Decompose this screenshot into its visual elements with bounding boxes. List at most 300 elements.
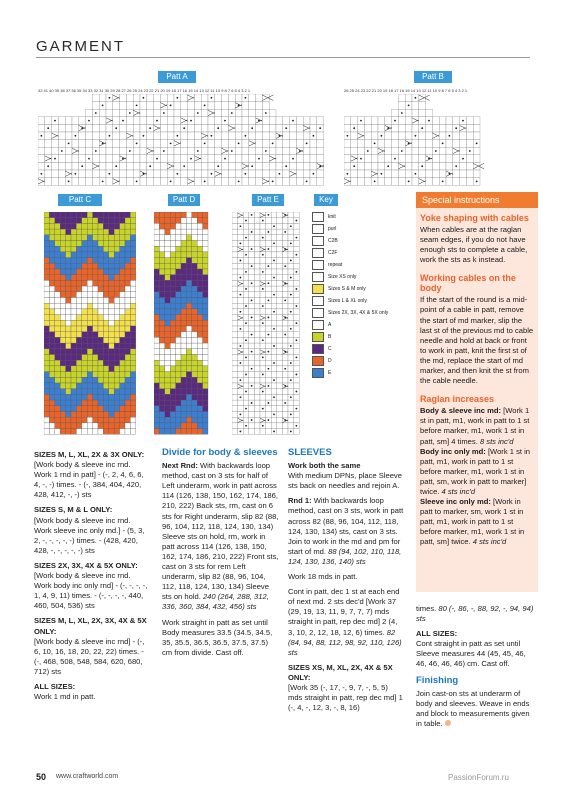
chart-cell [49,298,54,304]
chart-cell [310,124,317,132]
chart-cell [266,303,272,309]
chart-cell [176,320,181,326]
chart-cell [266,337,272,343]
chart-cell [130,235,135,241]
chart-cell [55,355,60,361]
chart-cell [98,292,103,298]
chart-cell [99,162,106,170]
chart-cell [130,269,135,275]
chart-cell [120,417,125,423]
chart-cell [256,94,263,102]
chart-cell [38,147,45,155]
chart-cell [147,170,154,178]
chart-cell [249,117,256,125]
chart-cell [249,394,255,400]
key-swatch [312,212,324,222]
chart-cell [432,124,439,132]
chart-cell [181,298,186,304]
purl-mark [292,158,294,160]
chart-cell [120,320,125,326]
chart-cell [260,394,266,400]
chart-cell [232,377,238,383]
chart-cell [243,280,249,286]
chart-cell [167,117,174,125]
chart-cell [130,286,135,292]
chart-cell [103,337,108,343]
chart-cell [86,109,93,117]
chart-cell [282,355,288,361]
chart-cell [385,147,392,155]
chart-cell [254,275,260,281]
chart-cell [197,412,202,418]
chart-cell [52,147,59,155]
chart-cell [181,178,188,186]
chart-cell [76,235,81,241]
chart-cell [165,320,170,326]
chart-cell [154,320,159,326]
chart-cell [176,269,181,275]
chart-cell [114,406,119,412]
chart-cell [249,377,255,383]
purl-mark [394,120,396,122]
key-item-label: C2F [328,250,338,256]
chart-cell [76,223,81,229]
chart-cell [71,326,76,332]
chart-cell [154,162,161,170]
chart-cell [181,423,186,429]
col1-heading-1: SIZES M, L, XL, 2X & 3X ONLY: [34,450,145,459]
chart-cell [453,155,460,163]
chart-cell [120,246,125,252]
chart-cell [288,235,294,241]
chart-cell [60,218,65,224]
chart-cell [165,292,170,298]
text-column-1 [34,450,150,707]
chart-cell [262,102,269,110]
chart-cell [87,218,92,224]
chart-cell [203,337,208,343]
chart-cell [294,400,300,406]
chart-cell [215,140,222,148]
chart-cell [296,140,303,148]
purl-mark [240,362,242,364]
chart-cell [176,377,181,383]
chart-cell [282,303,288,309]
chart-cell [66,372,71,378]
chart-cell [176,372,181,378]
chart-cell [288,372,294,378]
chart-cell [242,102,249,110]
chart-cell [60,326,65,332]
chart-cell [82,218,87,224]
chart-cell [192,326,197,332]
key-item [312,283,408,295]
key-item [312,259,408,271]
chart-cell [262,117,269,125]
chart-cell [203,332,208,338]
chart-cell [288,269,294,275]
patt-d-chart [154,212,230,440]
chart-cell [188,109,195,117]
chart-cell [55,303,60,309]
chart-cell [66,412,71,418]
chart-cell [181,258,186,264]
chart-cell [98,400,103,406]
purl-mark [170,105,172,107]
chart-cell [58,162,65,170]
purl-mark [240,345,242,347]
chart-cell [288,400,294,406]
purl-mark [251,265,253,267]
chart-cell [186,332,191,338]
purl-mark [95,112,97,114]
chart-cell [215,109,222,117]
chart-cell [109,218,114,224]
chart-cell [174,178,181,186]
chart-cell [86,132,93,140]
purl-mark [245,173,247,175]
chart-cell [55,400,60,406]
chart-cell [154,360,159,366]
chart-cell [358,124,365,132]
chart-cell [203,372,208,378]
chart-cell [181,223,186,229]
chart-cell [254,389,260,395]
chart-cell [99,170,106,178]
col1-para-1: [Work body & sleeve inc rnd. Work 1 rnd in patt] - (-, 2, 4, 6, 6, 4, -, -) times. - (-, 384, 404, 420, 428, 412, -, -) sts [34,460,144,500]
chart-cell [76,412,81,418]
chart-cell [222,170,229,178]
chart-cell [71,320,76,326]
chart-cell [114,246,119,252]
chart-cell [55,241,60,247]
chart-cell [446,140,453,148]
chart-cell [165,337,170,343]
chart-cell [99,94,106,102]
chart-cell [170,298,175,304]
chart-cell [201,117,208,125]
chart-cell [294,377,300,383]
chart-cell [282,406,288,412]
chart-cell [120,394,125,400]
chart-cell [282,377,288,383]
chart-cell [466,117,473,125]
chart-cell [160,178,167,186]
chart-cell [405,170,412,178]
chart-cell [276,155,283,163]
chart-cell [82,360,87,366]
chart-cell [282,269,288,275]
chart-cell [71,349,76,355]
chart-cell [87,343,92,349]
chart-cell [288,286,294,292]
chart-cell [288,246,294,252]
chart-cell [120,343,125,349]
chart-cell [222,109,229,117]
chart-cell [147,178,154,186]
chart-cell [159,263,164,269]
chart-cell [72,140,79,148]
chart-cell [197,360,202,366]
chart-cell [460,162,467,170]
purl-mark [306,181,308,183]
chart-cell [197,218,202,224]
footer-url[interactable]: www.craftworld.com [56,773,119,780]
chart-cell [364,117,371,125]
col3-para-4 [288,587,404,658]
chart-cell [159,406,164,412]
chart-cell [170,360,175,366]
chart-cell [197,406,202,412]
chart-cell [71,406,76,412]
chart-cell [249,252,255,258]
chart-cell [38,124,45,132]
chart-cell [232,417,238,423]
chart-cell [208,162,215,170]
chart-cell [76,241,81,247]
chart-cell [93,417,98,423]
chart-cell [419,140,426,148]
chart-cell [125,315,130,321]
chart-cell [192,303,197,309]
chart-cell [126,117,133,125]
chart-cell [44,400,49,406]
chart-cell [160,155,167,163]
special-instructions-box [416,192,538,592]
chart-cell [243,298,249,304]
chart-cell [130,309,135,315]
chart-cell [254,246,260,252]
chart-cell [154,292,159,298]
chart-cell [60,223,65,229]
chart-cell [45,170,52,178]
chart-cell [159,429,164,435]
chart-cell [76,269,81,275]
chart-cell [82,343,87,349]
chart-cell [378,155,385,163]
chart-cell [277,292,283,298]
chart-cell [194,140,201,148]
chart-cell [232,292,238,298]
chart-cell [58,140,65,148]
col3-heading-5: SIZES XS, M, XL, 2X, 4X & 5X ONLY: [288,662,393,682]
chart-cell [159,366,164,372]
chart-cell [109,298,114,304]
chart-cell [222,140,229,148]
chart-cell [294,241,300,247]
chart-cell [52,140,59,148]
chart-cell [170,332,175,338]
raglan-result-3: 4 sts inc'd [472,537,507,547]
chart-cell [103,366,108,372]
chart-cell [58,155,65,163]
purl-mark [347,173,349,175]
chart-cell [87,252,92,258]
chart-cell [254,417,260,423]
chart-cell [243,258,249,264]
chart-cell [120,315,125,321]
chart-cell [109,366,114,372]
chart-cell [232,332,238,338]
chart-cell [60,406,65,412]
chart-cell [277,246,283,252]
purl-mark [245,374,247,376]
chart-cell [154,132,161,140]
chart-cell [44,218,49,224]
chart-cell [243,223,249,229]
chart-cell [113,147,120,155]
chart-cell [49,372,54,378]
chart-cell [186,337,191,343]
chart-cell [98,212,103,218]
col2-para-2: Work straight in patt as set until Body measures 33.5 (34.5, 34.5, 35, 35.5, 36.5, 36.5, 37.5, 37.5) cm from divide. Cast off. [162,617,273,657]
chart-cell [154,298,159,304]
chart-cell [254,326,260,332]
chart-cell [358,140,365,148]
chart-cell [154,332,159,338]
chart-cell [192,423,197,429]
chart-cell [93,229,98,235]
chart-cell [125,280,130,286]
chart-cell [398,94,405,102]
chart-cell [192,235,197,241]
chart-cell [176,275,181,281]
patt-a-label: Patt A [158,71,196,83]
chart-cell [113,117,120,125]
chart-cell [294,360,300,366]
chart-cell [98,377,103,383]
chart-cell [87,303,92,309]
chart-cell [254,406,260,412]
col4-title-finishing: Finishing [416,674,459,686]
chart-cell [49,394,54,400]
patt-b-label: Patt B [414,71,452,83]
chart-cell [114,412,119,418]
chart-cell [262,124,269,132]
chart-cell [82,280,87,286]
purl-mark [476,143,478,145]
chart-cell [130,343,135,349]
chart-cell [192,417,197,423]
key-swatch [312,284,324,294]
chart-cell [303,132,310,140]
chart-cell [317,117,324,125]
chart-cell [60,229,65,235]
chart-cell [49,326,54,332]
chart-cell [71,258,76,264]
chart-cell [203,349,208,355]
chart-cell [238,423,244,429]
chart-cell [125,394,130,400]
chart-cell [277,417,283,423]
chart-cell [165,252,170,258]
chart-cell [49,252,54,258]
purl-mark [224,158,226,160]
chart-cell [65,132,72,140]
chart-cell [176,303,181,309]
chart-cell [351,178,358,186]
chart-cell [93,212,98,218]
chart-cell [277,286,283,292]
chart-cell [266,377,272,383]
chart-cell [176,423,181,429]
chart-cell [87,337,92,343]
chart-cell [103,315,108,321]
chart-cell [392,178,399,186]
purl-mark [273,396,275,398]
col1-heading-4: SIZES M, L, XL, 2X, 3X, 4X & 5X ONLY: [34,616,147,636]
chart-cell [197,235,202,241]
chart-cell [133,147,140,155]
chart-cell [271,280,277,286]
chart-cell [45,140,52,148]
chart-cell [201,94,208,102]
chart-cell [271,286,277,292]
chart-cell [238,286,244,292]
chart-cell [228,162,235,170]
purl-mark [204,143,206,145]
chart-cell [203,258,208,264]
chart-cell [181,315,186,321]
chart-cell [222,124,229,132]
chart-cell [197,263,202,269]
chart-cell [288,263,294,269]
chart-cell [243,332,249,338]
chart-cell [197,212,202,218]
chart-cell [310,117,317,125]
chart-cell [44,320,49,326]
chart-cell [412,140,419,148]
purl-mark [442,143,444,145]
chart-cell [99,132,106,140]
col2-lead: Next Rnd: [162,461,198,471]
chart-cell [125,258,130,264]
chart-cell [176,389,181,395]
chart-cell [60,332,65,338]
chart-cell [130,229,135,235]
col4-result-0: 80 (-, 86, -, 88, 92, -, 94, 94) sts [416,604,534,624]
chart-cell [271,423,277,429]
purl-mark [190,158,192,160]
chart-cell [266,258,272,264]
chart-cell [45,117,52,125]
chart-cell [130,372,135,378]
purl-mark [251,248,253,250]
chart-cell [114,275,119,281]
chart-cell [140,102,147,110]
chart-cell [120,389,125,395]
purl-mark [240,379,242,381]
chart-cell [271,303,277,309]
chart-cell [44,394,49,400]
chart-cell [188,170,195,178]
purl-mark [163,150,165,152]
purl-mark [115,127,117,129]
chart-cell [176,337,181,343]
chart-cell [176,332,181,338]
chart-cell [113,132,120,140]
chart-cell [186,223,191,229]
chart-cell [66,417,71,423]
chart-cell [130,423,135,429]
chart-cell [114,252,119,258]
chart-cell [203,389,208,395]
chart-cell [44,383,49,389]
chart-cell [154,429,159,435]
chart-cell [71,360,76,366]
chart-cell [186,372,191,378]
chart-cell [109,303,114,309]
